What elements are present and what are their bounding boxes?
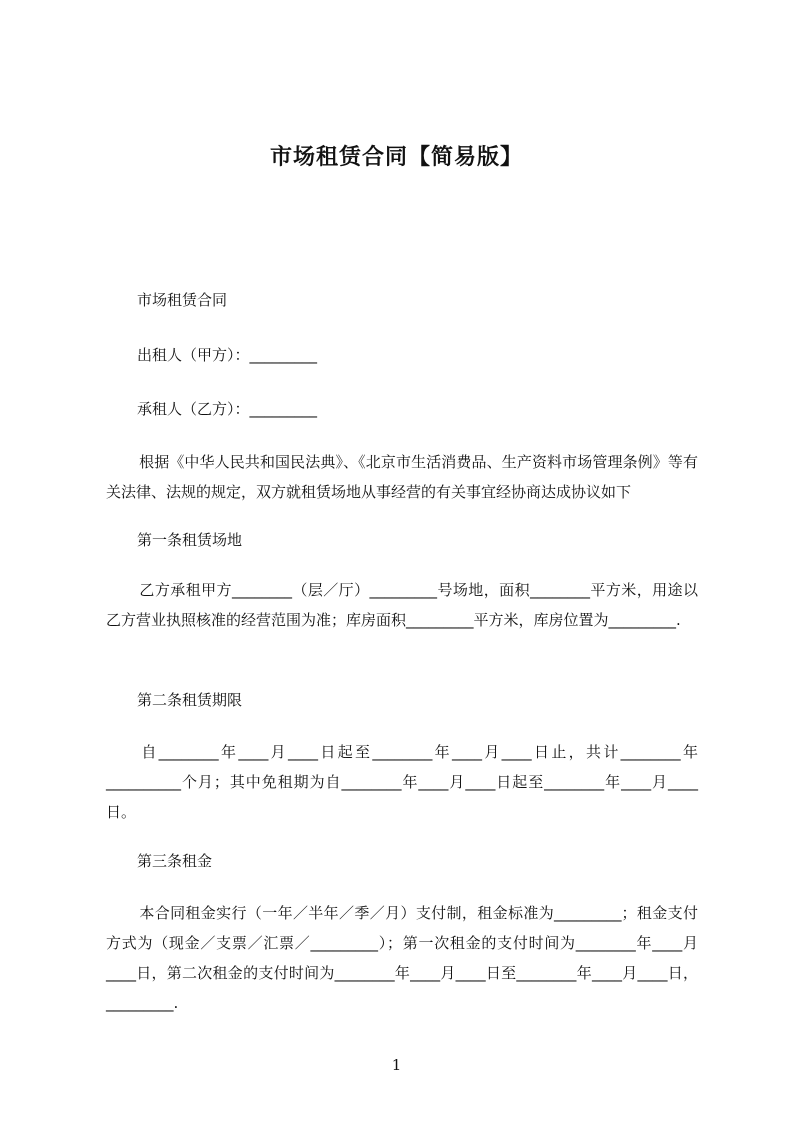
page-number: 1 bbox=[391, 1056, 402, 1074]
article-3-heading: 第三条租金 bbox=[137, 852, 213, 870]
lessor-line: 出租人（甲方）：_________ bbox=[137, 346, 318, 364]
article-2-text: 自________年____月____日起至________年____月____日止，共计________年__________个月；其中免租期为自________年____月____日起至________年____月____日。 bbox=[106, 743, 698, 821]
contract-subtitle: 市场租赁合同 bbox=[137, 291, 228, 309]
article-2-heading: 第二条租赁期限 bbox=[137, 691, 243, 709]
article-3-paragraph bbox=[106, 898, 698, 1018]
preamble-text: 根据《中华人民共和国民法典》、《北京市生活消费品、生产资料市场管理条例》等有关法律、法规的规定，双方就租赁场地从事经营的有关事宜经协商达成协议如下 bbox=[106, 453, 698, 501]
article-1-paragraph bbox=[106, 575, 698, 635]
article-3-text: 本合同租金实行（一年／半年／季／月）支付制，租金标准为_________；租金支付方式为（现金／支票／汇票／_________）；第一次租金的支付时间为________年____月____日，第二次租金的支付时间为________年____月____日至________年____月____日，_________. bbox=[106, 904, 698, 1012]
preamble-paragraph bbox=[106, 447, 698, 507]
lessee-line: 承租人（乙方）：_________ bbox=[137, 400, 318, 418]
article-1-heading: 第一条租赁场地 bbox=[137, 531, 243, 549]
article-1-text: 乙方承租甲方________（层／厅）_________号场地，面积________平方米，用途以乙方营业执照核准的经营范围为准；库房面积_________平方米，库房位置为_________. bbox=[106, 581, 698, 629]
document-title: 市场租赁合同【简易版】 bbox=[269, 145, 523, 170]
article-2-paragraph bbox=[106, 737, 698, 827]
